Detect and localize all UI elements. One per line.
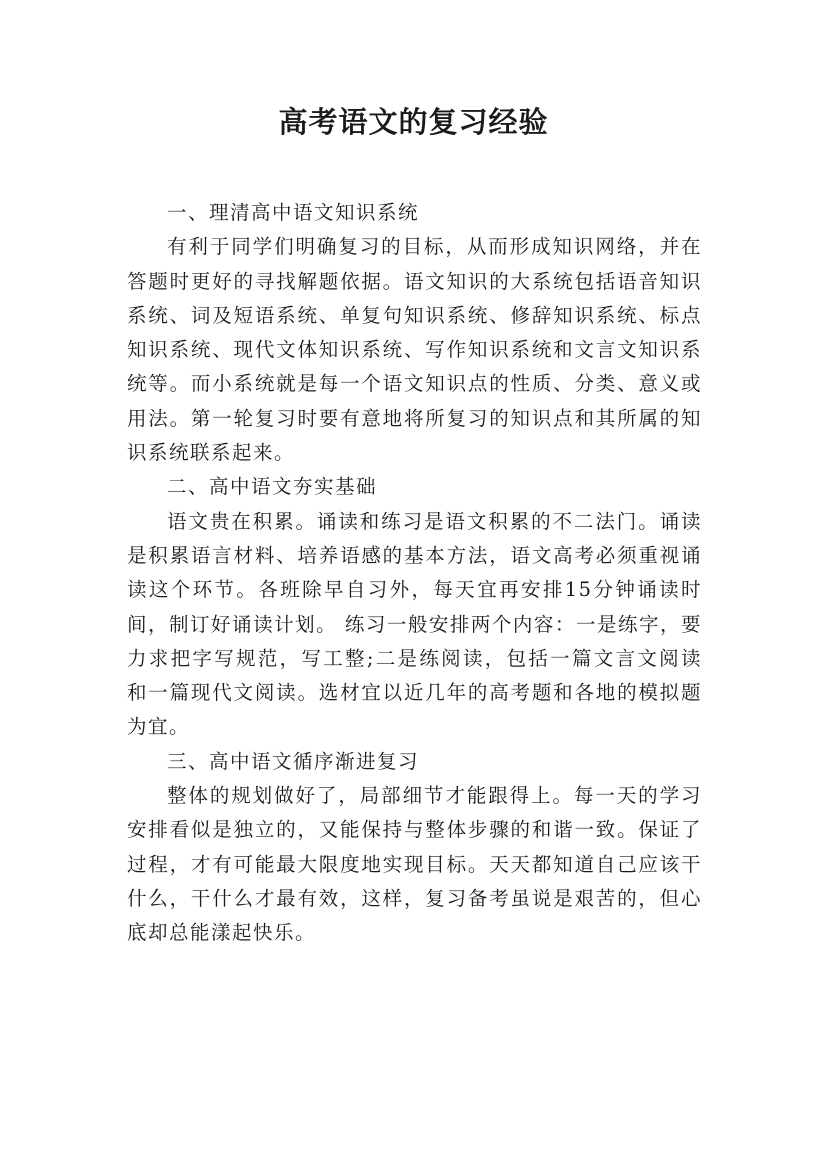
section-heading-2: 二、高中语文夯实基础 [167, 475, 378, 499]
section-paragraph-1: 有利于同学们明确复习的目标，从而形成知识网络，并在答题时更好的寻找解题依据。语文知识的大系统包括语音知识系统、词及短语系统、单复句知识系统、修辞知识系统、标点知识系统、现代文体知识系统、写作知识系统和文言文知识系统等。而小系统就是每一个语文知识点的性质、分类、意义或用法。第一轮复习时要有意地将所复习的知识点和其所属的知识系统联系起来。 [127, 235, 702, 465]
section-heading-1: 一、理清高中语文知识系统 [167, 201, 420, 224]
section-heading-3: 三、高中语文循序渐进复习 [167, 749, 420, 773]
section-paragraph-2: 语文贵在积累。诵读和练习是语文积累的不二法门。诵读是积累语言材料、培养语感的基本方法，语文高考必须重视诵读这个环节。各班除早自习外，每天宜再安排15分钟诵读时间，制订好诵读计划。 练习一般安排两个内容：一是练字，要力求把字写规范，写工整;二是练阅读，包括一篇文言文阅读和一篇现代文阅读。选材宜以近几年的高考题和各地的模拟题为宜。 [127, 509, 702, 739]
section-paragraph-3: 整体的规划做好了，局部细节才能跟得上。每一天的学习安排看似是独立的，又能保持与整体步骤的和谐一致。保证了过程，才有可能最大限度地实现目标。天天都知道自己应该干什么，干什么才最有效，这样，复习备考虽说是艰苦的，但心底却总能漾起快乐。 [127, 784, 702, 945]
document-body [127, 196, 702, 951]
document-title: 高考语文的复习经验 [278, 105, 549, 139]
